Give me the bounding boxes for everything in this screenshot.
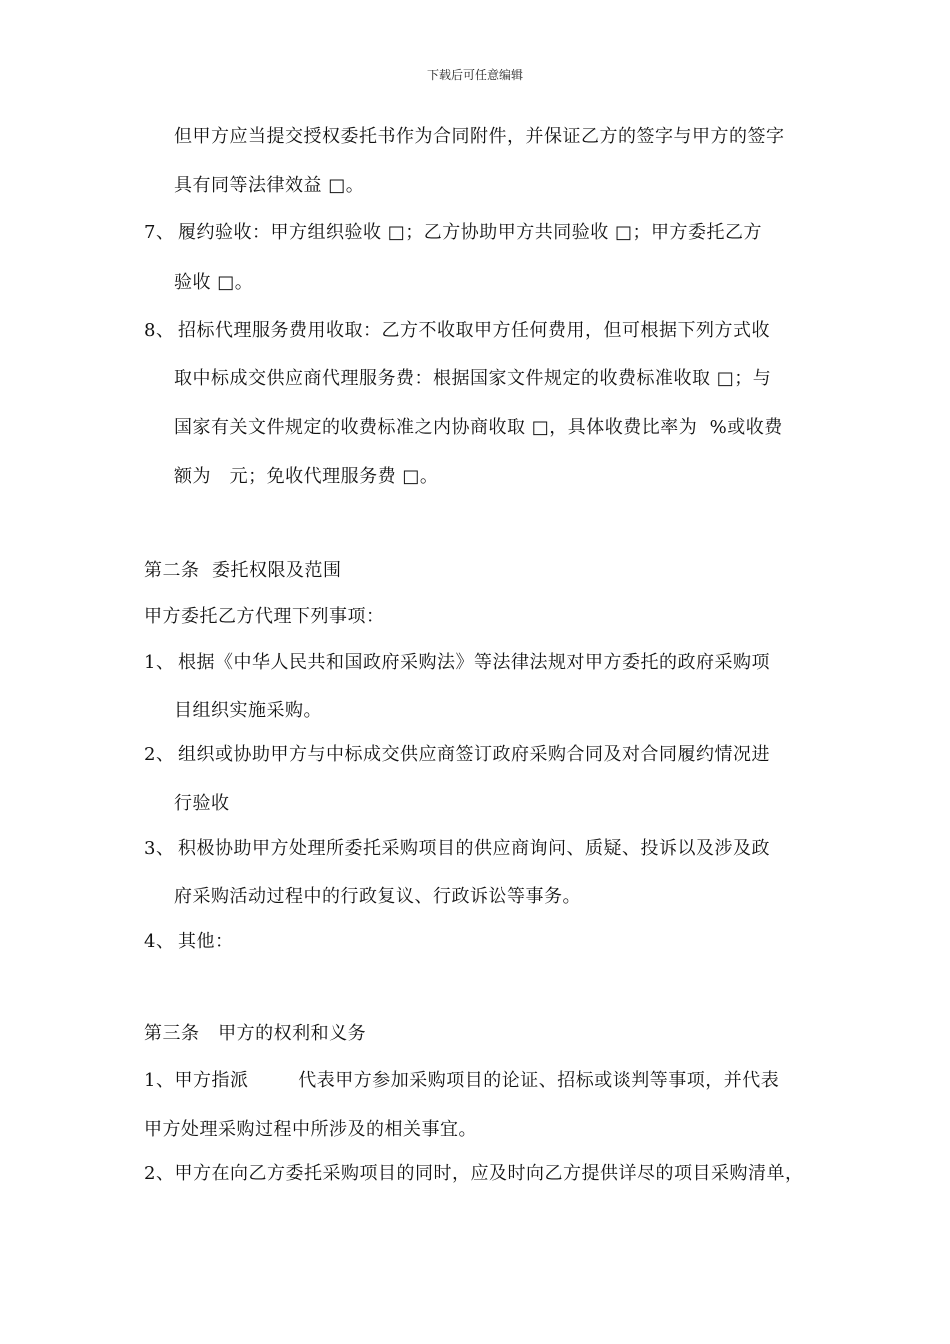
list-item-8 [144,318,770,344]
list-item [144,929,234,955]
paragraph-line: 具有同等法律效益 □。 [174,175,365,196]
article-2-title: 第二条 委托权限及范围 [144,560,342,581]
paragraph-line: 取中标成交供应商代理服务费：根据国家文件规定的收费标准收取 □；与 [174,368,772,389]
list-item [144,742,770,768]
paragraph-line: 甲方处理采购过程中所涉及的相关事宜。 [144,1119,477,1140]
article-3-title: 第三条 甲方的权利和义务 [144,1023,367,1044]
paragraph-line: 府采购活动过程中的行政复议、行政诉讼等事务。 [174,886,581,907]
paragraph-line: 国家有关文件规定的收费标准之内协商收取 □，具体收费比率为 %或收费 [174,417,783,438]
paragraph-line: 额为 元；免收代理服务费 □。 [174,466,439,487]
article-2-intro: 甲方委托乙方代理下列事项： [144,606,385,627]
list-item [144,836,770,862]
item-text: 根据《中华人民共和国政府采购法》等法律法规对甲方委托的政府采购项 [178,652,770,673]
item-number: 3、 [144,838,175,859]
paragraph-line: 验收 □。 [174,272,254,293]
item-number: 4、 [144,931,175,952]
page-header: 下载后可任意编辑 [426,68,523,82]
paragraph-line: 行验收 [174,793,230,814]
item-number: 1、 [144,652,175,673]
item-text: 招标代理服务费用收取：乙方不收取甲方任何费用，但可根据下列方式收 [178,320,770,341]
item-number: 7、 [144,222,175,243]
item-text: 其他： [178,931,234,952]
paragraph-line: 1、甲方指派 代表甲方参加采购项目的论证、招标或谈判等事项，并代表 [144,1070,780,1091]
item-text: 组织或协助甲方与中标成交供应商签订政府采购合同及对合同履约情况进 [178,744,770,765]
paragraph-line: 目组织实施采购。 [174,700,322,721]
item-text: 履约验收：甲方组织验收 □；乙方协助甲方共同验收 □；甲方委托乙方 [178,222,762,243]
item-number: 8、 [144,320,175,341]
list-item-7 [144,220,762,246]
paragraph-line: 2、甲方在向乙方委托采购项目的同时，应及时向乙方提供详尽的项目采购清单， [144,1163,804,1184]
item-text: 积极协助甲方处理所委托采购项目的供应商询问、质疑、投诉以及涉及政 [178,838,770,859]
paragraph-line: 但甲方应当提交授权委托书作为合同附件，并保证乙方的签字与甲方的签字 [174,126,785,147]
list-item [144,650,770,676]
item-number: 2、 [144,744,175,765]
